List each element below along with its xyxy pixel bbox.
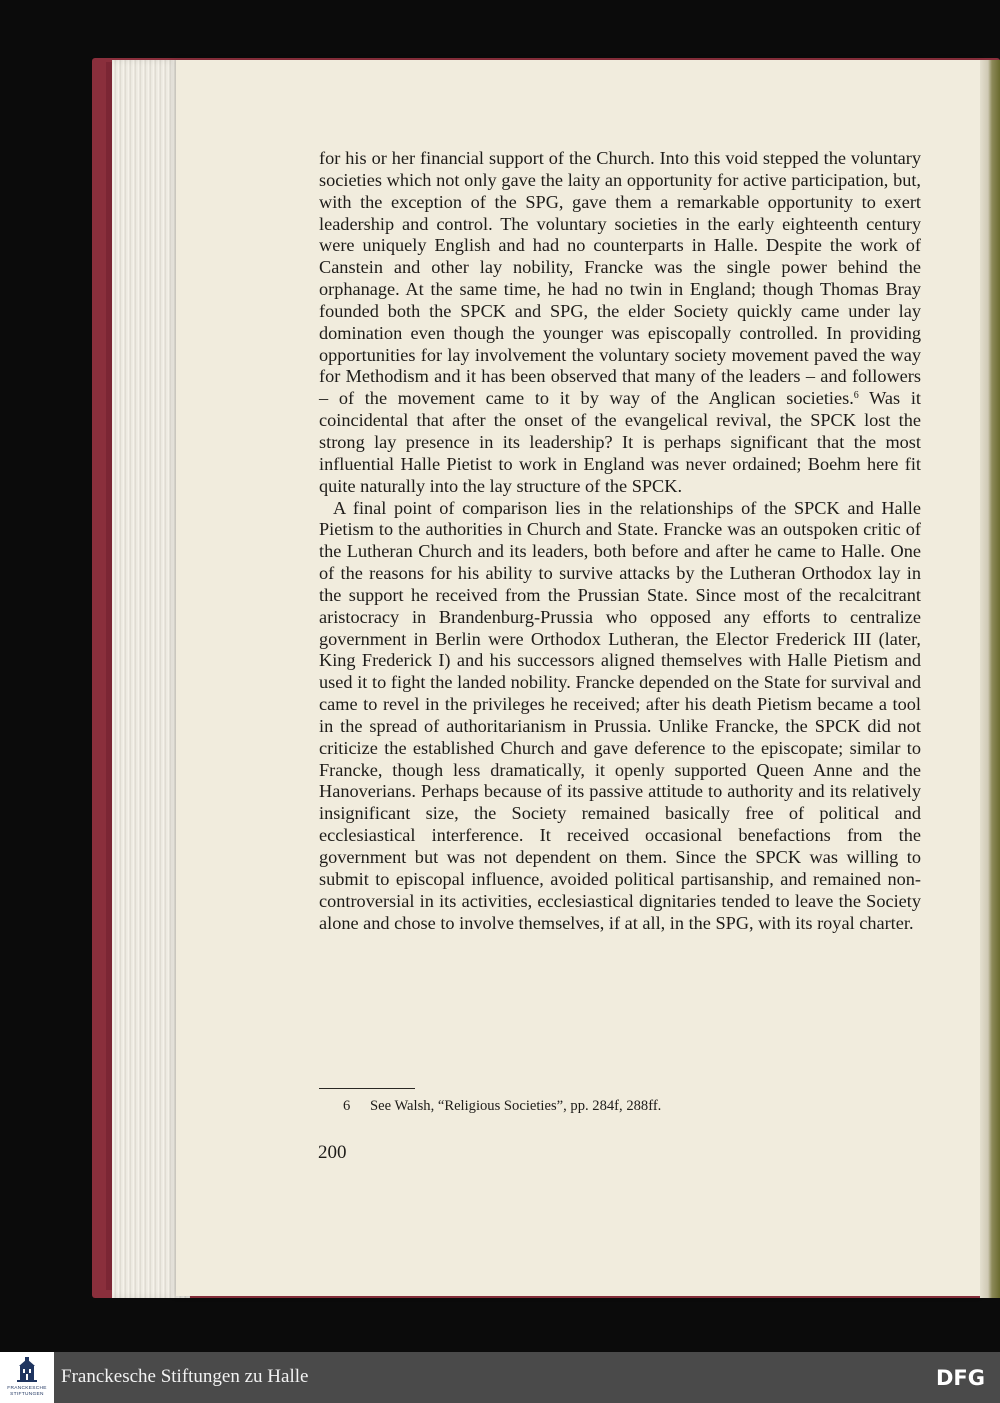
paragraph-1-text-end: Was it coincidental that after the onset of the evangelical revival, the SPCK lost the strong lay presence in its leadership? It is perhaps significant that the most influential Halle Pietist to work in England was never ordained; Boehm here fit quite naturally into the lay structure of the SPCK. bbox=[319, 388, 921, 496]
logo-wordmark bbox=[2, 1386, 52, 1398]
page-number: 200 bbox=[318, 1142, 347, 1163]
footnote bbox=[343, 1098, 662, 1115]
book-spine-edge bbox=[980, 60, 1000, 1298]
body-text bbox=[319, 148, 921, 934]
footnote-number: 6 bbox=[343, 1098, 351, 1114]
footnote-reference: 6 bbox=[853, 390, 859, 402]
dfg-logo[interactable]: DFG bbox=[936, 1366, 986, 1390]
institution-logo[interactable] bbox=[0, 1352, 54, 1403]
logo-wordmark-line-2: STIFTUNGEN bbox=[10, 1392, 44, 1397]
footnote-text: See Walsh, “Religious Societies”, pp. 284f, 288ff. bbox=[370, 1098, 662, 1114]
paragraph-1-text: for his or her financial support of the Church. Into this void stepped the voluntary societies which not only gave the laity an opportunity for active participation, but, with the exception of the SPG, gave them a remarkable opportunity to exert leadership and control. The voluntary societies in the early eighteenth century were uniquely English and had no counterparts in Halle. Despite the work of Canstein and other lay nobility, Francke was the single power behind the orphanage. At the same time, he had no twin in England; though Thomas Bray founded both the SPCK and SPG, the elder Society quickly came under lay domination even though the younger was episcopally controlled. In providing opportunities for lay involvement the voluntary society movement paved the way for Methodism and it has been observed that many of the leaders – and followers – of the movement came to it by way of the Anglican societies. bbox=[319, 148, 921, 409]
logo-wordmark-line-1: FRANCKESCHE bbox=[7, 1386, 47, 1391]
paragraph-1 bbox=[319, 148, 921, 498]
footnote-rule bbox=[319, 1088, 415, 1089]
foundation-building-icon bbox=[16, 1356, 38, 1384]
paragraph-2: A final point of comparison lies in the relationships of the SPCK and Halle Pietism to the authorities in Church and State. Francke was an outspoken critic of the Lutheran Church and its leaders, both before and after he came to Halle. One of the reasons for his ability to survive attacks by the Lutheran Orthodox lay in the support he received from the Prussian State. Since most of the recalcitrant aristocracy in Brandenburg-Prussia who opposed any efforts to centralize government in Berlin were Orthodox Lutheran, the Elector Frederick III (later, King Frederick I) and his successors aligned themselves with Halle Pietism and used it to fight the landed nobility. Francke depended on the State for survival and came to revel in the privileges he received; after his death Pietism became a tool in the spread of authoritarianism in Prussia. Unlike Francke, the SPCK did not criticize the established Church and gave deference to the episcopate; similar to Francke, though less dramatically, it openly supported Queen Anne and the Hanoverians. Perhaps because of its passive attitude to authority and its relatively insignificant size, the Society remained basically free of political and ecclesiastical interference. It received occasional benefactions from the government but was not dependent on them. Since the SPCK was willing to submit to episcopal influence, avoided political partisanship, and remained non-controversial in its activities, ecclesiastical dignitaries tended to leave the Society alone and chose to involve themselves, if at all, in the SPG, with its royal charter. bbox=[319, 497, 921, 933]
institution-name[interactable]: Franckesche Stiftungen zu Halle bbox=[61, 1366, 309, 1387]
